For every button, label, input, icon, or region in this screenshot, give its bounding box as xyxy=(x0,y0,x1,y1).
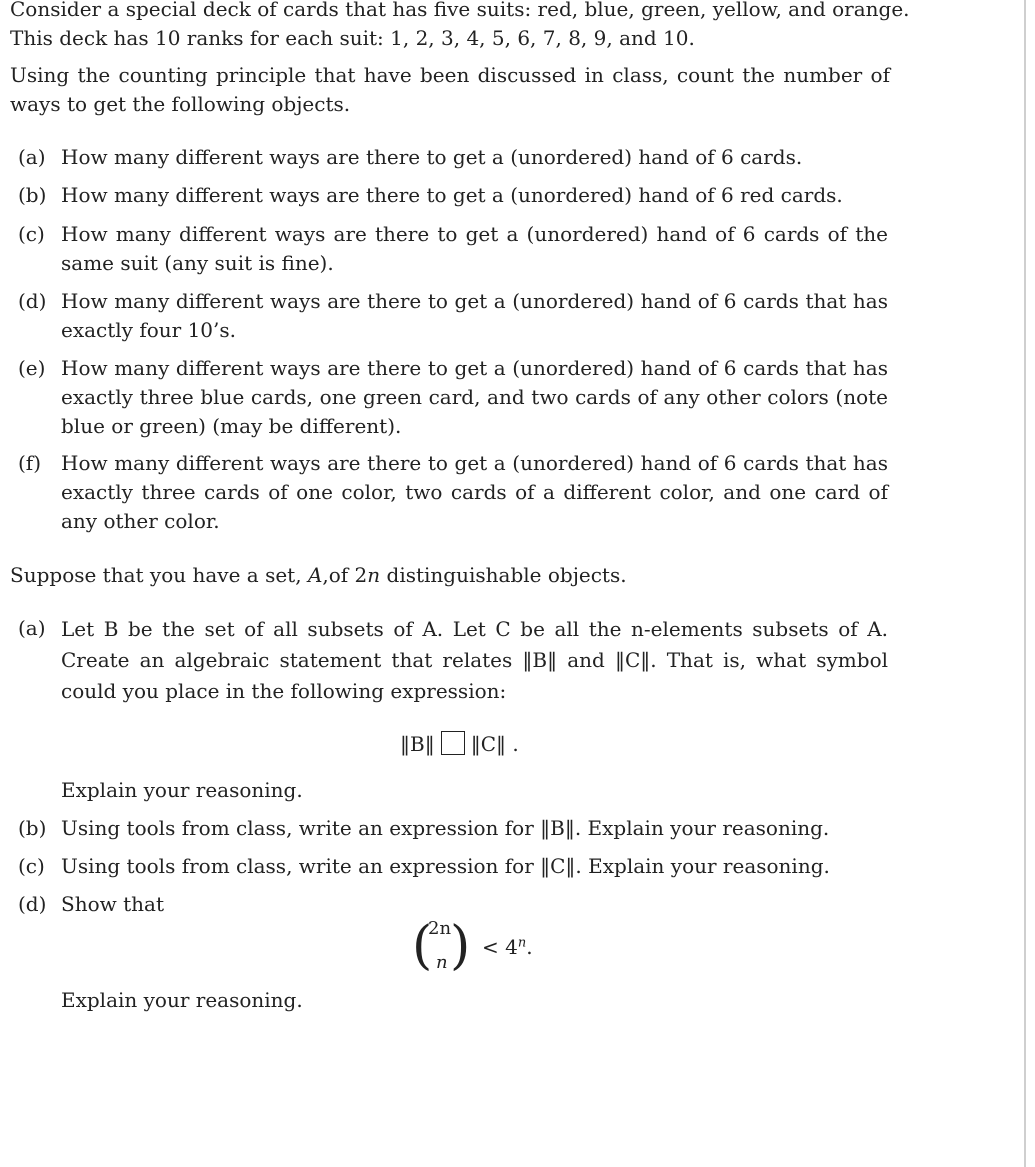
blank-symbol-box xyxy=(441,731,465,755)
intro-text: Suppose that you have a set, xyxy=(10,563,308,587)
item-text: How many different ways are there to get a (unordered) hand of 6 cards that has exactly three blue cards, one green card, and two cards of any other colors (note blue or green) (may be different). xyxy=(61,356,888,438)
item-label: (b) xyxy=(18,183,47,207)
problem1-item-b xyxy=(18,181,888,210)
item-text: Let B be the set of all subsets of A. Let C be all the n-elements subsets of A. Create an algebraic statement that relates ‖B‖ and ‖C‖. That is, what symbol could you place in the following expression: xyxy=(61,617,888,703)
item-label: (f) xyxy=(18,451,42,475)
intro-line-2: This deck has 10 ranks for each suit: 1, 2, 3, 4, 5, 6, 7, 8, 9, and 10. xyxy=(10,26,695,50)
intro-text: ,of 2 xyxy=(322,563,368,587)
item-label: (a) xyxy=(18,616,46,640)
instruction-paragraph: Using the counting principle that have been discussed in class, count the number of ways to get the following objects. xyxy=(10,63,890,116)
problem2-item-c xyxy=(18,852,888,881)
problem1-item-d xyxy=(18,287,888,345)
norm-b: ‖B‖ xyxy=(400,732,435,756)
item-label: (c) xyxy=(18,222,45,246)
norm-c: ‖C‖ . xyxy=(470,732,519,756)
item-label: (c) xyxy=(18,854,45,878)
item-text: How many different ways are there to get a (unordered) hand of 6 red cards. xyxy=(61,183,843,207)
right-paren: ) xyxy=(450,916,471,976)
ineq-end: . xyxy=(526,935,533,959)
item-label: (b) xyxy=(18,816,47,840)
relation-expression xyxy=(400,730,519,759)
left-paren: ( xyxy=(412,916,433,976)
intro-text: distinguishable objects. xyxy=(380,563,627,587)
problem1-item-c xyxy=(18,220,888,278)
problem2-intro xyxy=(10,561,890,590)
n-symbol: n xyxy=(367,563,381,587)
problem2-item-d xyxy=(18,890,888,919)
item-label: (d) xyxy=(18,289,47,313)
item-text: Using tools from class, write an expression for ‖B‖. Explain your reasoning. xyxy=(61,816,830,840)
intro-line-1: Consider a special deck of cards that has five suits: red, blue, green, yellow, and orange. xyxy=(10,0,910,21)
problem2-a-explain: Explain your reasoning. xyxy=(61,778,303,802)
binom-top: 2n xyxy=(428,918,452,939)
item-text: How many different ways are there to get a (unordered) hand of 6 cards that has exactly three cards of one color, two cards of a different color, and one card of any other color. xyxy=(61,451,888,533)
binomial-inequality xyxy=(412,916,536,982)
inequality-rhs xyxy=(482,935,533,959)
item-text: Using tools from class, write an expression for ‖C‖. Explain your reasoning. xyxy=(61,854,830,878)
item-text: Show that xyxy=(61,892,164,916)
binom-bottom: n xyxy=(436,952,448,973)
item-label: (e) xyxy=(18,356,46,380)
set-symbol: A xyxy=(307,563,323,587)
exponent: n xyxy=(517,935,527,951)
problem1-item-f xyxy=(18,449,888,536)
item-label: (d) xyxy=(18,892,47,916)
item-text: How many different ways are there to get a (unordered) hand of 6 cards of the same suit (any suit is fine). xyxy=(61,222,888,275)
ineq-text: < 4 xyxy=(482,935,518,959)
problem2-item-a xyxy=(18,614,888,707)
problem2-item-b xyxy=(18,814,888,843)
problem1-item-a xyxy=(18,143,888,172)
item-text: How many different ways are there to get a (unordered) hand of 6 cards. xyxy=(61,145,803,169)
problem2-d-explain: Explain your reasoning. xyxy=(61,988,303,1012)
item-text: How many different ways are there to get a (unordered) hand of 6 cards that has exactly four 10’s. xyxy=(61,289,888,342)
item-label: (a) xyxy=(18,145,46,169)
problem1-item-e xyxy=(18,354,888,441)
